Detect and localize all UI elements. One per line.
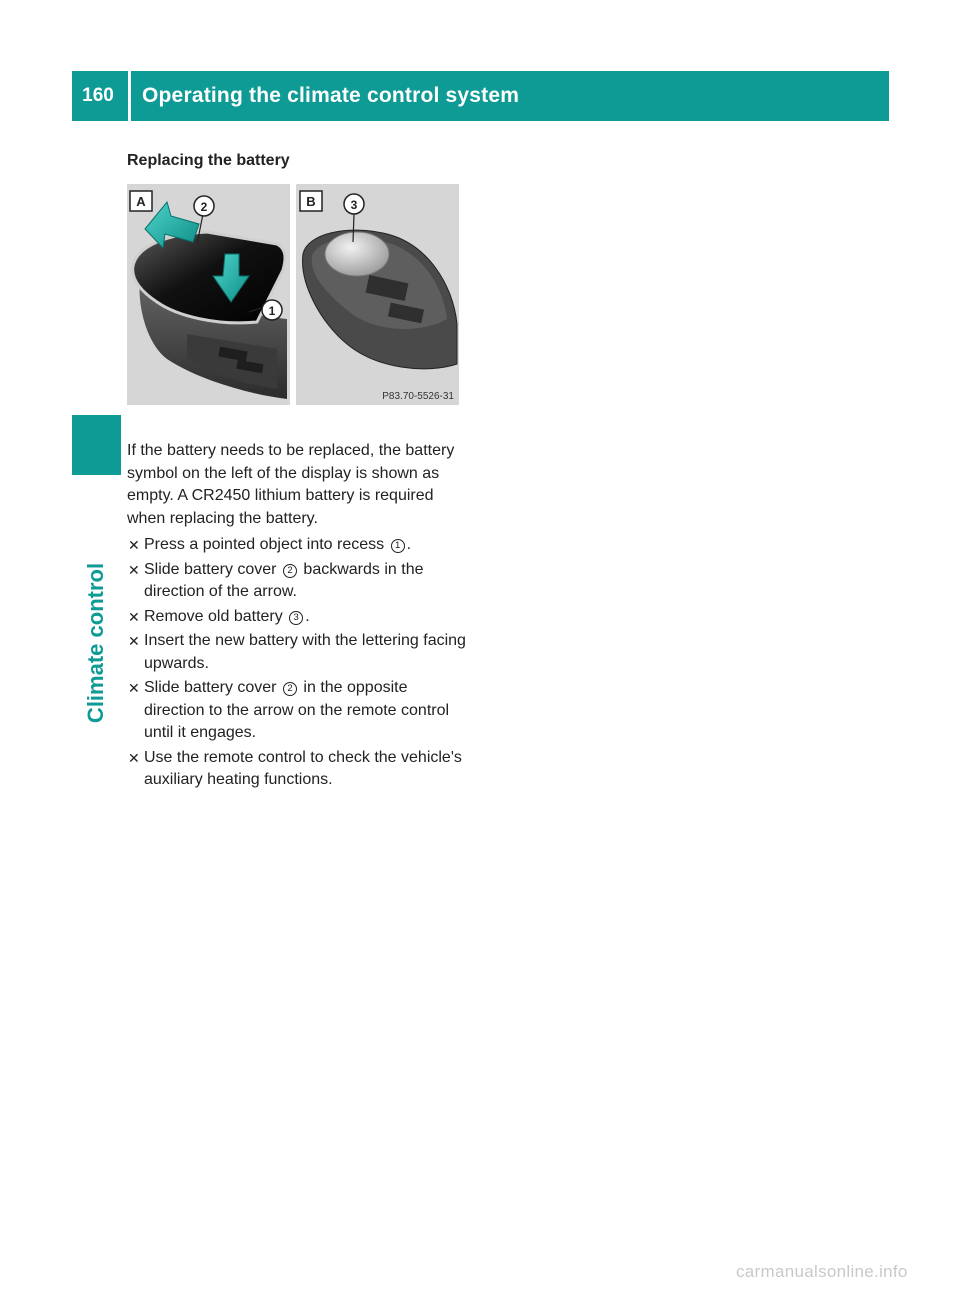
- step-item: [127, 534, 467, 557]
- callout-3-label: 3: [350, 198, 358, 212]
- step-marker-icon: ✕: [128, 537, 140, 553]
- step-item: [127, 606, 467, 629]
- step-text-end: .: [305, 607, 310, 625]
- step-text-end: in the opposite direction to the arrow on the remote control until it engages.: [144, 679, 450, 741]
- step-marker-icon: ✕: [128, 633, 140, 649]
- step-item: [127, 559, 467, 604]
- callout-2-ref: 2: [283, 564, 297, 578]
- panel-a: [127, 184, 290, 405]
- step-text-end: .: [406, 536, 412, 553]
- step-text: Remove old battery: [144, 607, 283, 625]
- watermark: carmanualsonline.info: [736, 1262, 908, 1281]
- callout-2-label: 2: [200, 200, 208, 214]
- callout-1-ref: 1: [391, 539, 405, 553]
- header-divider: [128, 71, 131, 121]
- side-tab-marker: [72, 415, 121, 475]
- step-text-end: backwards in the direction of the arrow.: [144, 560, 424, 600]
- figure-reference-code: P83.70-5526-31: [382, 391, 454, 402]
- instructions: [127, 440, 467, 794]
- callout-2-ref: 2: [283, 682, 297, 696]
- step-text: Slide battery cover: [144, 679, 277, 696]
- step-marker-icon: ✕: [128, 680, 140, 696]
- battery-replacement-figure: [127, 184, 459, 405]
- panel-a-label: A: [136, 194, 146, 209]
- step-item: [127, 677, 467, 745]
- panel-b: [296, 184, 459, 405]
- intro-paragraph: If the battery needs to be replaced, the battery symbol on the left of the display is shown as empty. A CR2450 lithium battery is required when replacing the battery.: [127, 442, 455, 527]
- side-chapter-label: Climate control: [83, 562, 108, 724]
- step-item: [127, 630, 467, 675]
- callout-3-ref: 3: [289, 611, 303, 625]
- callout-1-label: 1: [268, 304, 276, 318]
- chapter-title: Operating the climate control system: [142, 84, 520, 107]
- step-text: Slide battery cover: [144, 560, 277, 578]
- step-marker-icon: ✕: [128, 608, 140, 625]
- step-text: Press a pointed object into recess: [144, 536, 385, 553]
- battery-shape: [325, 232, 389, 276]
- step-list: [127, 534, 467, 792]
- step-marker-icon: ✕: [128, 749, 140, 766]
- page-number: 160: [82, 85, 114, 106]
- section-title: Replacing the battery: [127, 152, 290, 169]
- step-marker-icon: ✕: [128, 561, 140, 578]
- step-text: Insert the new battery with the lettering facing upwards.: [144, 632, 466, 672]
- page-header: [72, 71, 889, 121]
- panel-b-label: B: [306, 194, 316, 209]
- step-text: Use the remote control to check the vehicle's auxiliary heating functions.: [144, 748, 462, 788]
- step-item: [127, 747, 467, 792]
